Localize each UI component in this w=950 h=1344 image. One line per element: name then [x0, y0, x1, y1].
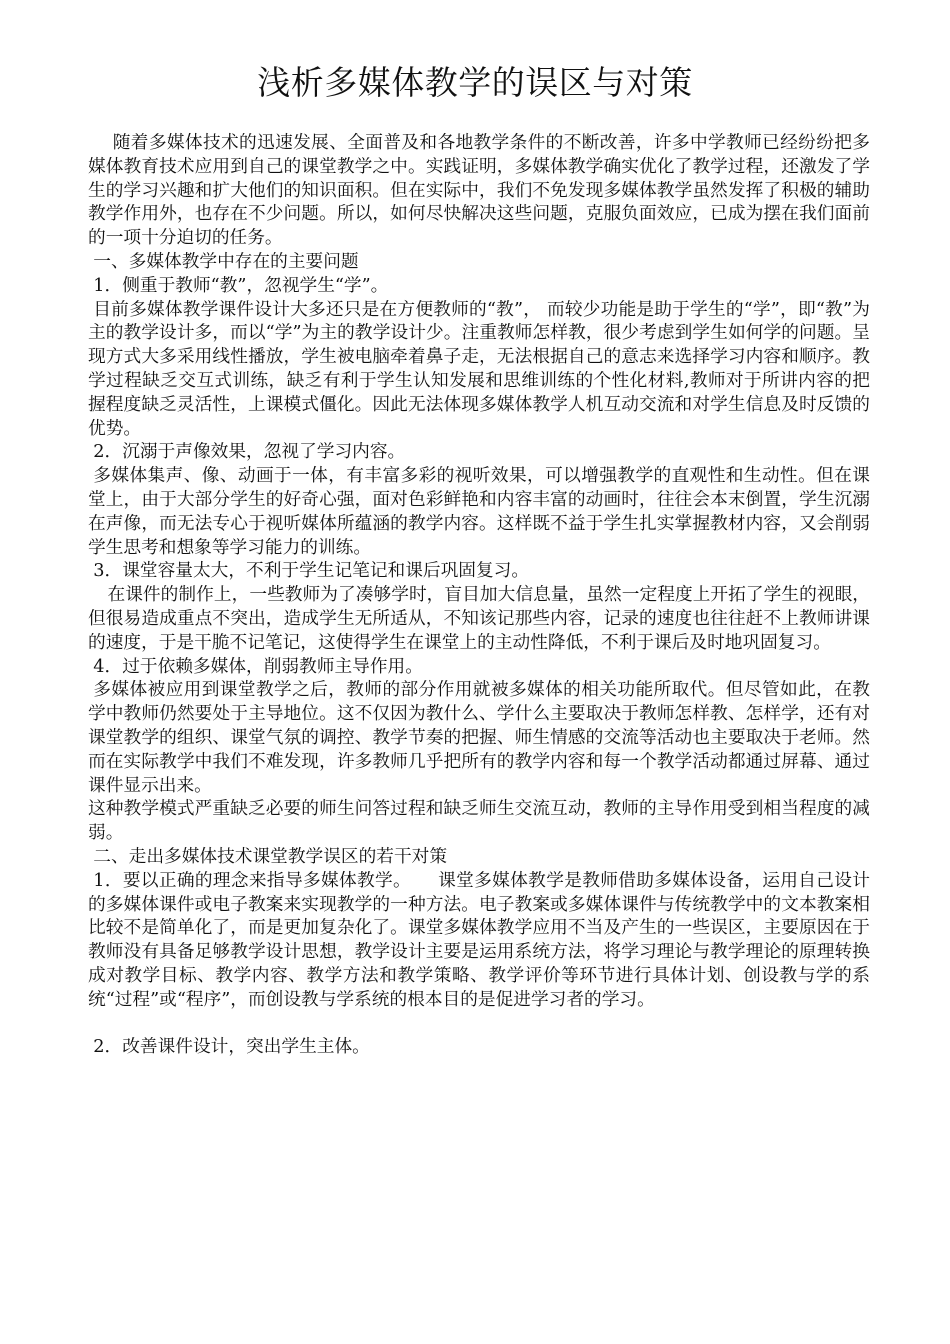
- section-heading-solutions: 二、走出多媒体技术课堂教学误区的若干对策: [93, 846, 448, 867]
- problem-4-paragraph: 多媒体被应用到课堂教学之后，教师的部分作用就被多媒体的相关功能所取代。但尽管如此，在教学中教师仍然要处于主导地位。这不仅因为教什么、学什么主要取决于教师怎样教、怎样学，还有对课堂教学的组织、课堂气氛的调控、教学节奏的把握、师生情感的交流等活动也主要取决于老师。然而在实际教学中我们不难发现，许多教师几乎把所有的教学内容和每一个教学活动都通过屏幕、通过课件显示出来。: [88, 680, 870, 796]
- problem-4-heading: 4．过于依赖多媒体，削弱教师主导作用。: [93, 656, 423, 677]
- solution-1-paragraph: 1．要以正确的理念来指导多媒体教学。 课堂多媒体教学是教师借助多媒体设备，运用自己设计的多媒体课件或电子教案来实现教学的一种方法。电子教案或多媒体课件与传统教学中的文本教案相比较不是简单化了，而是更加复杂化了。课堂多媒体教学应用不当及产生的一些误区，主要原因在于教师没有具备足够教学设计思想，教学设计主要是运用系统方法，将学习理论与教学理论的原理转换成对教学目标、教学内容、教学方法和教学策略、教学评价等环节进行具体计划、创设教与学的系统“过程”或“程序”，而创设教与学系统的根本目的是促进学习者的学习。: [88, 870, 870, 1010]
- intro-paragraph: 随着多媒体技术的迅速发展、全面普及和各地教学条件的不断改善，许多中学教师已经纷纷把多媒体教育技术应用到自己的课堂教学之中。实践证明，多媒体教学确实优化了教学过程，还激发了学生的学习兴趣和扩大他们的知识面积。但在实际中，我们不免发现多媒体教学虽然发挥了积极的辅助教学作用外，也存在不少问题。所以，如何尽快解决这些问题，克服负面效应，已成为摆在我们面前的一项十分迫切的任务。: [88, 133, 870, 249]
- section-heading-problems: 一、多媒体教学中存在的主要问题: [93, 251, 359, 272]
- problem-1-heading: 1．侧重于教师“教”，忽视学生“学”。: [93, 275, 389, 296]
- document-title: 浅析多媒体教学的误区与对策: [257, 63, 693, 102]
- blank-line: [88, 1012, 870, 1036]
- problem-2-heading: 2．沉溺于声像效果，忽视了学习内容。: [93, 442, 406, 463]
- document-body: [88, 132, 870, 1060]
- solution-2-heading: 2．改善课件设计，突出学生主体。: [93, 1037, 370, 1058]
- problem-3-heading: 3．课堂容量太大，不利于学生记笔记和课后巩固复习。: [93, 561, 530, 582]
- problem-4-paragraph-continued: 这种教学模式严重缺乏必要的师生问答过程和缺乏师生交流互动，教师的主导作用受到相当程度的减弱。: [88, 799, 870, 844]
- problem-2-paragraph: 多媒体集声、像、动画于一体，有丰富多彩的视听效果，可以增强教学的直观性和生动性。但在课堂上，由于大部分学生的好奇心强，面对色彩鲜艳和内容丰富的动画时，往往会本末倒置，学生沉溺在声像，而无法专心于视听媒体所蕴涵的教学内容。这样既不益于学生扎实掌握教材内容，又会削弱学生思考和想象等学习能力的训练。: [88, 466, 870, 558]
- problem-3-paragraph: 在课件的制作上，一些教师为了凑够学时，盲目加大信息量，虽然一定程度上开拓了学生的视眼，但很易造成重点不突出，造成学生无所适从，不知该记那些内容，记录的速度也往往赶不上教师讲课的速度，于是干脆不记笔记，这使得学生在课堂上的主动性降低，不利于课后及时地巩固复习。: [88, 585, 870, 653]
- problem-1-paragraph: 目前多媒体教学课件设计大多还只是在方便教师的“教”， 而较少功能是助于学生的“学”，即“教”为主的教学设计多，而以“学”为主的教学设计少。注重教师怎样教，很少考虑到学生如何学的问题。呈现方式大多采用线性播放，学生被电脑牵着鼻子走，无法根据自己的意志来选择学习内容和顺序。教学过程缺乏交互式训练，缺乏有利于学生认知发展和思维训练的个性化材料,教师对于所讲内容的把握程度缺乏灵活性，上课模式僵化。因此无法体现多媒体教学人机互动交流和对学生信息及时反馈的优势。: [88, 299, 870, 439]
